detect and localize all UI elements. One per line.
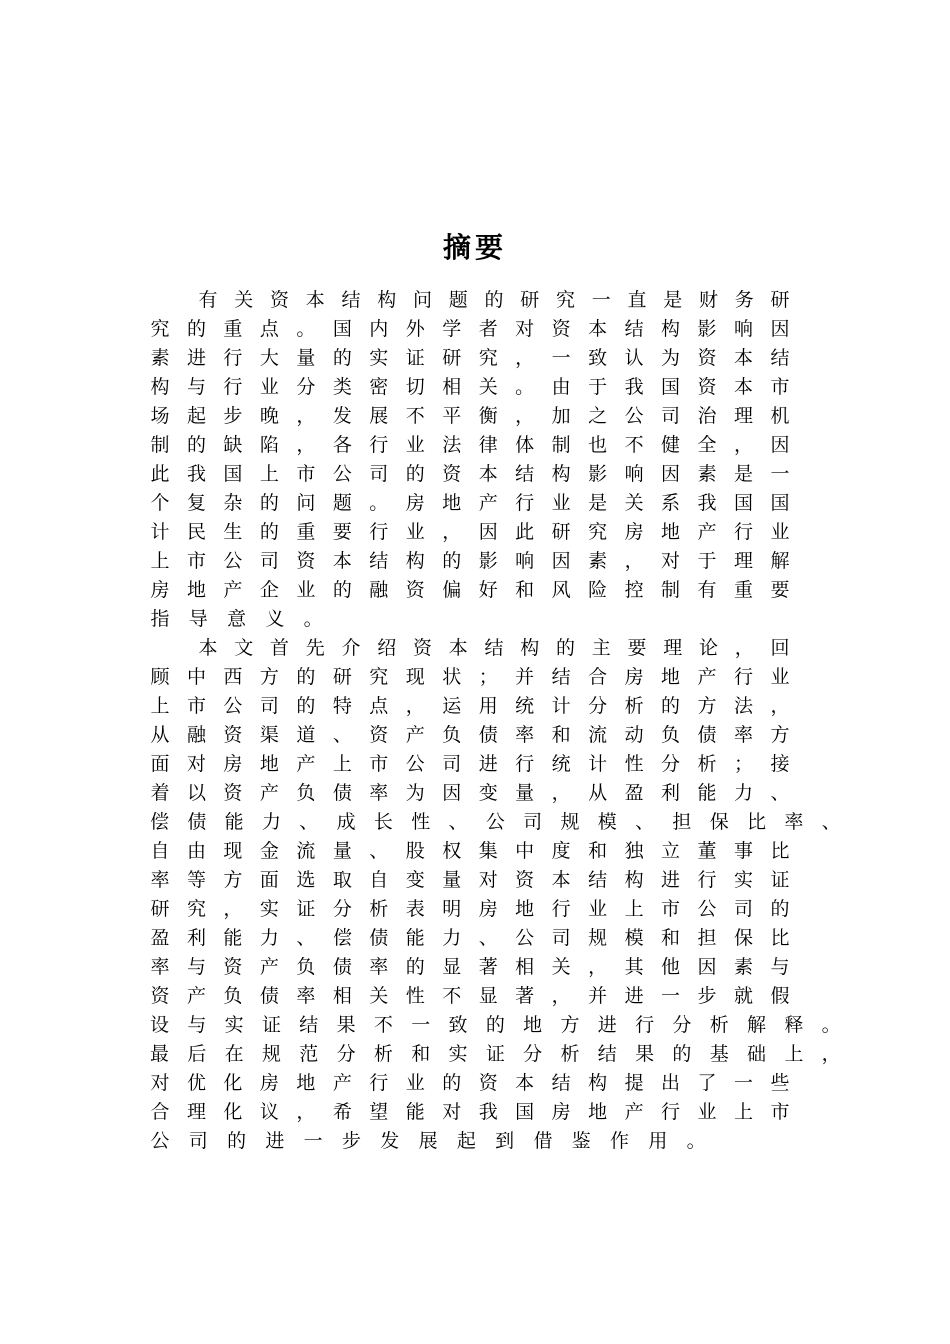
text-line: 本 文 首 先 介 绍 资 本 结 构 的 主 要 理 论 ， 回 <box>198 637 790 659</box>
text-line: 面 对 房 地 产 上 市 公 司 进 行 统 计 性 分 析 ； 接 <box>150 753 790 775</box>
text-line: 房 地 产 企 业 的 融 资 偏 好 和 风 险 控 制 有 重 要 <box>150 579 790 601</box>
text-line: 对 优 化 房 地 产 行 业 的 资 本 结 构 提 出 了 一 些 <box>150 1072 790 1094</box>
text-line: 着 以 资 产 负 债 率 为 因 变 量 ， 从 盈 利 能 力 、 <box>150 782 790 804</box>
text-line: 偿 债 能 力 、 成 长 性 、 公 司 规 模 、 担 保 比 率 、 <box>150 811 841 833</box>
text-line: 从 融 资 渠 道 、 资 产 负 债 率 和 流 动 负 债 率 方 <box>150 724 790 746</box>
text-line: 有 关 资 本 结 构 问 题 的 研 究 一 直 是 财 务 研 <box>198 289 790 311</box>
text-line: 自 由 现 金 流 量 、 股 权 集 中 度 和 独 立 董 事 比 <box>150 840 790 862</box>
text-line: 资 产 负 债 率 相 关 性 不 显 著 ， 并 进 一 步 就 假 <box>150 985 790 1007</box>
text-line: 究 的 重 点 。 国 内 外 学 者 对 资 本 结 构 影 响 因 <box>150 318 790 340</box>
text-line: 指 导 意 义 。 <box>150 608 323 630</box>
text-line: 研 究 ， 实 证 分 析 表 明 房 地 行 业 上 市 公 司 的 <box>150 898 790 920</box>
text-line: 构 与 行 业 分 类 密 切 相 关 。 由 于 我 国 资 本 市 <box>150 376 790 398</box>
text-line: 合 理 化 议 ， 希 望 能 对 我 国 房 地 产 行 业 上 市 <box>150 1101 790 1123</box>
text-line: 率 等 方 面 选 取 自 变 量 对 资 本 结 构 进 行 实 证 <box>150 869 790 891</box>
text-line: 场 起 步 晚 ， 发 展 不 平 衡 ， 加 之 公 司 治 理 机 <box>150 405 790 427</box>
text-line: 制 的 缺 陷 ， 各 行 业 法 律 体 制 也 不 健 全 ， 因 <box>150 434 790 456</box>
text-line: 顾 中 西 方 的 研 究 现 状 ； 并 结 合 房 地 产 行 业 <box>150 666 790 688</box>
page-title: 摘要 <box>442 231 507 264</box>
text-line: 盈 利 能 力 、 偿 债 能 力 、 公 司 规 模 和 担 保 比 <box>150 927 790 949</box>
text-line: 个 复 杂 的 问 题 。 房 地 产 行 业 是 关 系 我 国 国 <box>150 492 790 514</box>
text-line: 率 与 资 产 负 债 率 的 显 著 相 关 ， 其 他 因 素 与 <box>150 956 790 978</box>
text-line: 素 进 行 大 量 的 实 证 研 究 ， 一 致 认 为 资 本 结 <box>150 347 790 369</box>
text-line: 上 市 公 司 的 特 点 ， 运 用 统 计 分 析 的 方 法 ， <box>150 695 790 717</box>
abstract-body <box>150 286 841 1156</box>
text-line: 上 市 公 司 资 本 结 构 的 影 响 因 素 ， 对 于 理 解 <box>150 550 790 572</box>
text-line: 此 我 国 上 市 公 司 的 资 本 结 构 影 响 因 素 是 一 <box>150 463 790 485</box>
text-line: 设 与 实 证 结 果 不 一 致 的 地 方 进 行 分 析 解 释 。 <box>150 1014 841 1036</box>
text-line: 计 民 生 的 重 要 行 业 ， 因 此 研 究 房 地 产 行 业 <box>150 521 790 543</box>
text-line: 公 司 的 进 一 步 发 展 起 到 借 鉴 作 用 。 <box>150 1130 706 1152</box>
text-line: 最 后 在 规 范 分 析 和 实 证 分 析 结 果 的 基 础 上 ， <box>150 1043 841 1065</box>
